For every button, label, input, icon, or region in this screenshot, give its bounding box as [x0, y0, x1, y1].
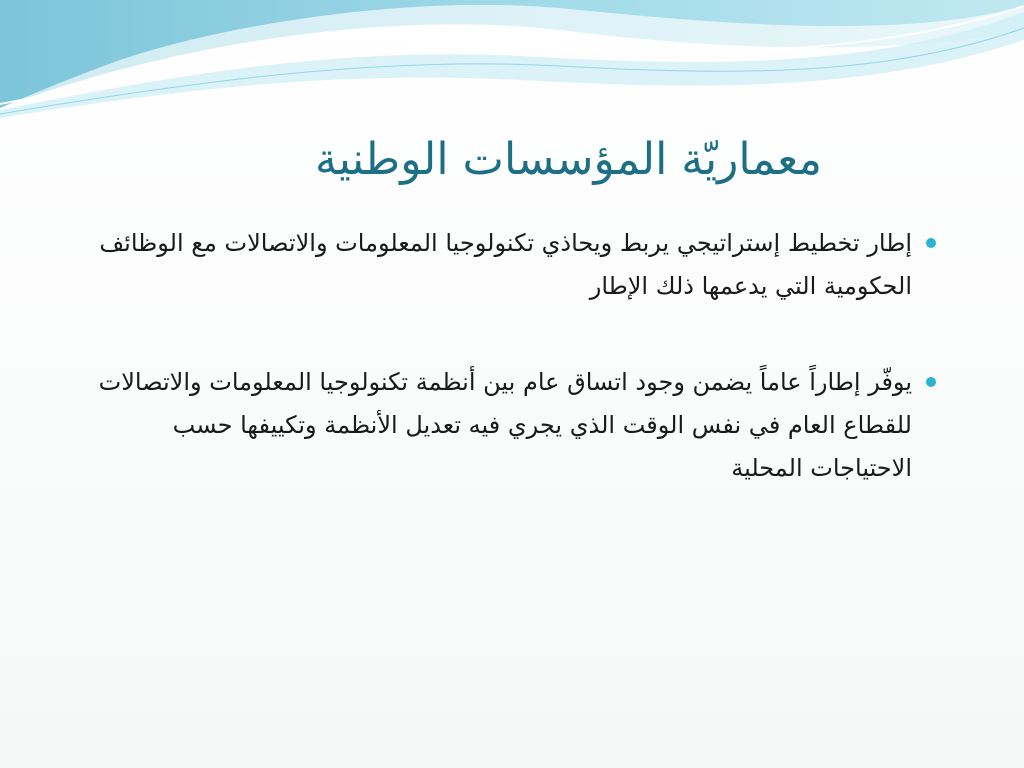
bullet-text: إطار تخطيط إستراتيجي يربط ويحاذي تكنولوجيا المعلومات والاتصالات مع الوظائف الحكومية التي يدعمها ذلك الإطار — [99, 229, 912, 300]
bullet-text: يوفّر إطاراً عاماً يضمن وجود اتساق عام بين أنظمة تكنولوجيا المعلومات والاتصالات للقطاع العام في نفس الوقت الذي يجري فيه تعديل الأنظمة وتكييفها حسب الاحتياجات المحلية — [98, 368, 912, 482]
bullet-dot-icon — [926, 238, 936, 248]
bullet-list — [78, 222, 936, 543]
header-wave-decoration — [0, 0, 1024, 130]
bullet-dot-icon — [926, 377, 936, 387]
bullet-item — [78, 361, 936, 490]
slide-title: معماريّة المؤسسات الوطنية — [315, 134, 822, 185]
bullet-item — [78, 222, 936, 308]
